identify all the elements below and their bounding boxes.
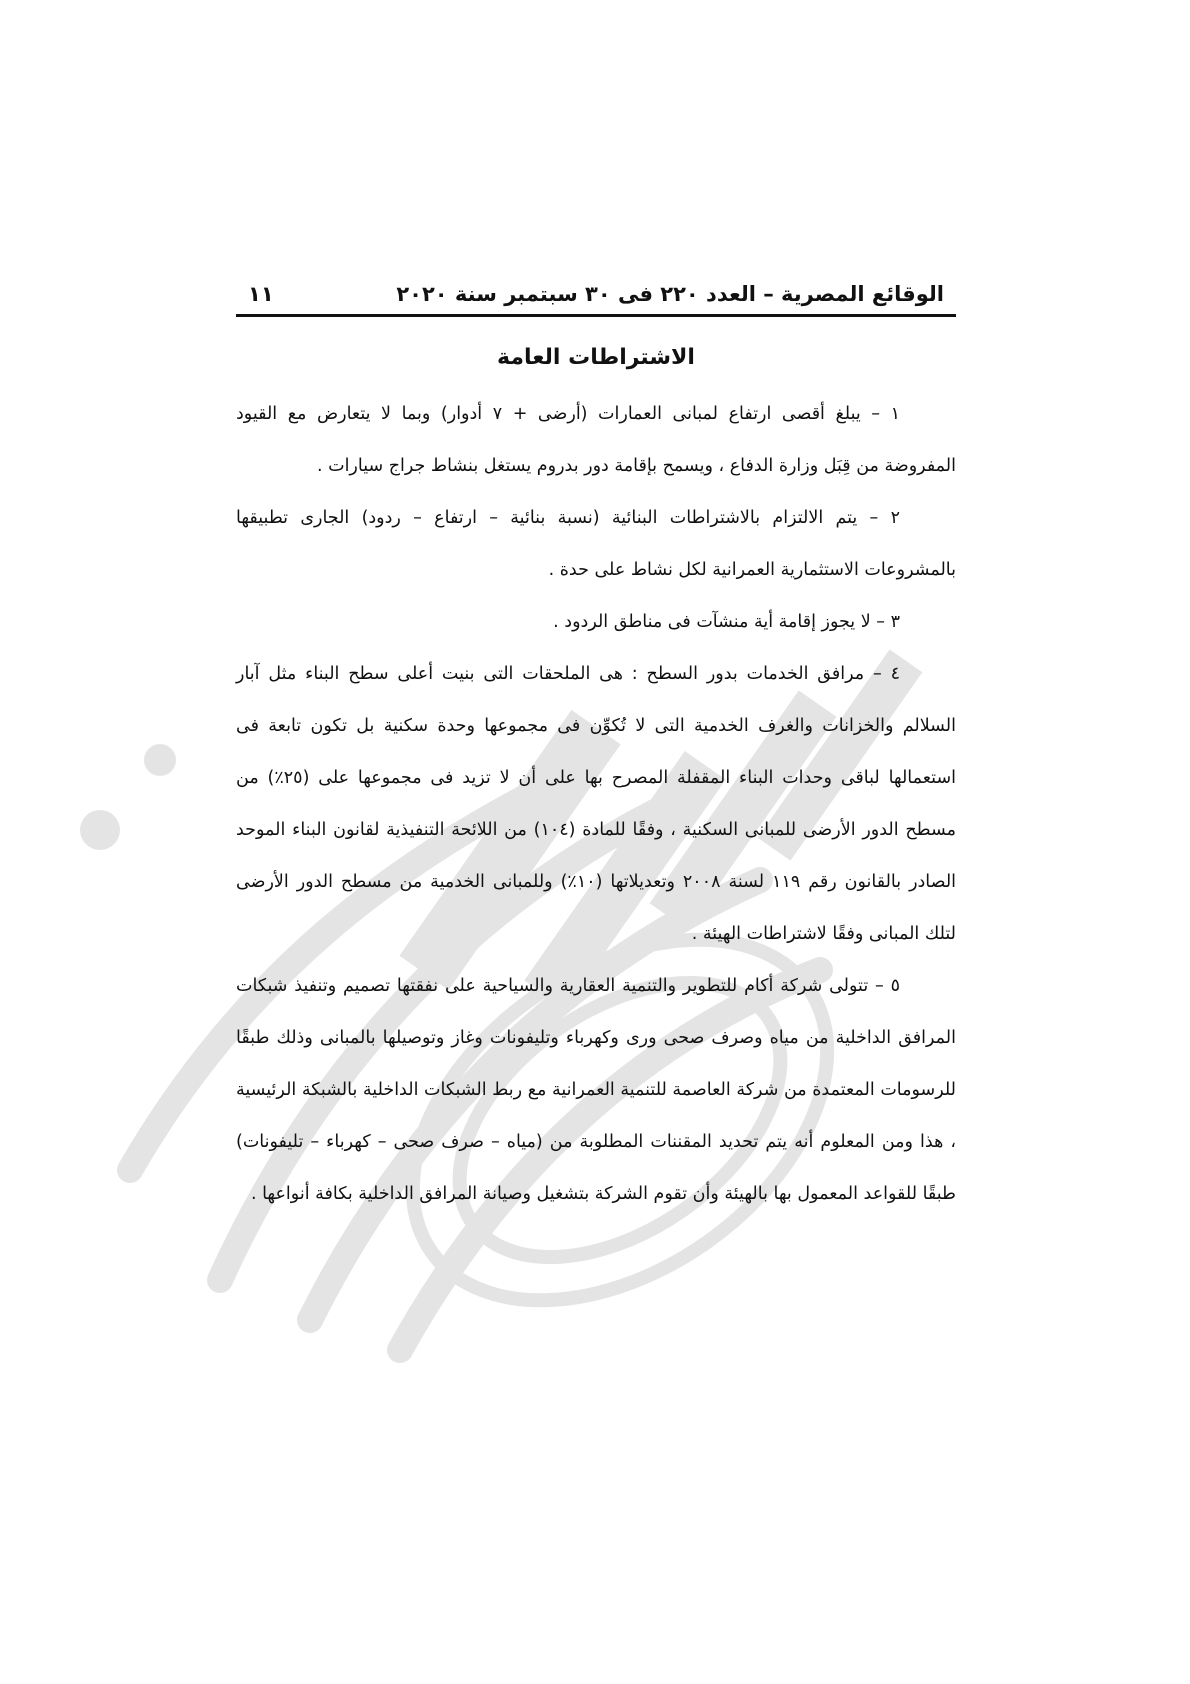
section-title: الاشتراطات العامة bbox=[497, 345, 695, 370]
paragraph-3: ٣ – لا يجوز إقامة أية منشآت فى مناطق الردود . bbox=[553, 612, 900, 632]
document-page bbox=[236, 270, 956, 1220]
paragraph-5: ٥ – تتولى شركة أكام للتطوير والتنمية العقارية والسياحية على نفقتها تصميم وتنفيذ شبكات المرافق الداخلية من مياه وصرف صحى ورى وكهرباء وتليفونات وغاز وتوصيلها بالمبانى وذلك طبقًا للرسومات المعتمدة من شركة العاصمة للتنمية العمرانية مع ربط الشبكات الداخلية بالشبكة الرئيسية ، هذا ومن المعلوم أنه يتم تحديد المقننات المطلوبة من (مياه – صرف صحى – كهرباء – تليفونات) طبقًا للقواعد المعمول بها بالهيئة وأن تقوم الشركة بتشغيل وصيانة المرافق الداخلية بكافة أنواعها . bbox=[236, 976, 956, 1204]
paragraph-1: ١ – يبلغ أقصى ارتفاع لمبانى العمارات (أرضى + ٧ أدوار) وبما لا يتعارض مع القيود المفروضة من قِبَل وزارة الدفاع ، ويسمح بإقامة دور بدروم يستغل بنشاط جراج سيارات . bbox=[236, 404, 956, 476]
paragraph-4: ٤ – مرافق الخدمات بدور السطح : هى الملحقات التى بنيت أعلى سطح البناء مثل آبار السلالم والخزانات والغرف الخدمية التى لا تُكوِّن فى مجموعها وحدة سكنية بل تكون تابعة فى استعمالها لباقى وحدات البناء المقفلة المصرح بها على أن لا تزيد فى مجموعها على (٢٥٪) من مسطح الدور الأرضى للمبانى السكنية ، وفقًا للمادة (١٠٤) من اللائحة التنفيذية لقانون البناء الموحد الصادر بالقانون رقم ١١٩ لسنة ٢٠٠٨ وتعديلاتها (١٠٪) وللمبانى الخدمية من مسطح الدور الأرضى لتلك المبانى وفقًا لاشتراطات الهيئة . bbox=[236, 664, 957, 944]
header-title: الوقائع المصرية – العدد ٢٢٠ فى ٣٠ سبتمبر سنة ٢٠٢٠ bbox=[396, 282, 944, 306]
header-rule bbox=[236, 314, 956, 317]
paragraph-2: ٢ – يتم الالتزام بالاشتراطات البنائية (نسبة بنائية – ارتفاع – ردود) الجارى تطبيقها بالمشروعات الاستثمارية العمرانية لكل نشاط على حدة . bbox=[236, 508, 956, 580]
page-header bbox=[236, 270, 956, 306]
page-number: ١١ bbox=[248, 282, 274, 306]
